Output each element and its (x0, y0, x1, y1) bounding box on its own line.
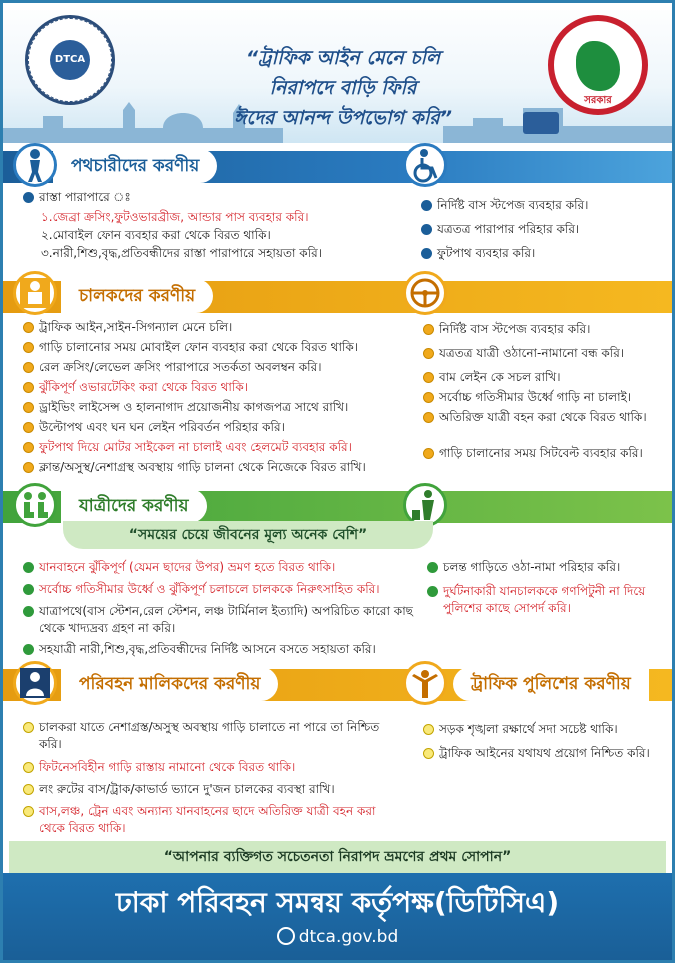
list-item: ট্রাফিক আইন,সাইন-সিগন্যাল মেনে চলি। (23, 319, 403, 336)
bangladesh-map-icon (576, 41, 620, 91)
owner-icon (13, 661, 57, 705)
driver-icon (13, 271, 57, 315)
header (3, 3, 672, 143)
wheelchair-icon (403, 143, 447, 187)
list-item: যত্রতত্র যাত্রী ওঠানো-নামানো বন্ধ করি। (423, 345, 663, 362)
passenger-section-header (3, 489, 672, 523)
list-item: চলন্ত গাড়িতে ওঠা-নামা পরিহার করি। (427, 559, 667, 576)
government-seal: সরকার (548, 15, 648, 115)
list-item: ফুটপাথ দিয়ে মোটর সাইকেল না চালাই এবং হেলমেট ব্যবহার করি। (23, 439, 413, 456)
passenger-quote: “সময়ের চেয়ে জীবনের মূল্য অনেক বেশি” (63, 521, 433, 549)
list-item: গাড়ি চালানোর সময় সিটবেল্ট ব্যবহার করি। (423, 445, 653, 462)
police-title: ট্রাফিক পুলিশের করণীয় (453, 667, 649, 701)
list-item: রাস্তা পারাপারে ঃ (23, 189, 403, 206)
list-item: লং রুটের বাস/ট্রাক/কাভার্ড ভ্যানে দু'জন চালকের ব্যবস্থা রাখি। (23, 781, 413, 798)
list-item: সড়ক শৃঙ্খলা রক্ষার্থে সদা সচেষ্ট থাকি। (423, 721, 663, 738)
list-item: ফুটপাথ ব্যবহার করি। (421, 245, 661, 262)
bullet-icon (23, 192, 34, 203)
pedestrian-icon (13, 143, 57, 187)
list-item: দুর্ঘটনাকারী যানচালককে গণপিটুনী না দিয়ে পুলিশের কাছে সোপর্দ করি। (427, 583, 662, 617)
list-item: রেল ক্রসিং/লেভেল ক্রসিং পারাপারে সতর্কতা অবলম্বন করি। (23, 359, 413, 376)
list-item: অতিরিক্ত যাত্রী বহন করা থেকে বিরত থাকি। (423, 409, 653, 426)
authority-name: ঢাকা পরিবহন সমন্বয় কর্তৃপক্ষ(ডিটিসিএ) (115, 886, 560, 919)
slogan-line-1: “ট্রাফিক আইন মেনে চলি (245, 47, 441, 69)
owner-section-header (3, 667, 672, 701)
list-item: বাস,লঞ্চ, ট্রেন এবং অন্যান্য যানবাহনের ছাদে অতিরিক্ত যাত্রী বহন করা থেকে বিরত থাকি। (23, 803, 393, 837)
steering-wheel-icon (403, 271, 447, 315)
list-item: ক্লান্ত/অসুস্থ/নেশাগ্রস্থ অবস্থায় গাড়ি চালনা থেকে নিজেকে বিরত রাখি। (23, 459, 418, 476)
list-item: ঝুঁকিপূর্ণ ওভারটেকিং করা থেকে বিরত থাকি। (23, 379, 403, 396)
list-item: ড্রাইভিং লাইসেন্স ও হালনাগাদ প্রয়োজনীয় কাগজপত্র সাথে রাখি। (23, 399, 413, 416)
dtca-logo: DTCA (25, 15, 115, 105)
traffic-police-icon (403, 661, 447, 705)
slogan-line-2: নিরাপদে বাড়ি ফিরি (269, 77, 417, 99)
list-item: উল্টোপথ এবং ঘন ঘন লেইন পরিবর্তন পরিহার করি। (23, 419, 403, 436)
slogan-line-3: ঈদের আনন্দ উপভোগ করি” (234, 107, 452, 129)
passenger-seat-icon (13, 483, 57, 527)
list-item: নির্দিষ্ট বাস স্টপেজ ব্যবহার করি। (421, 197, 661, 214)
sub-item: ৩.নারী,শিশু,বৃদ্ধ,প্রতিবন্ধীদের রাস্তা পারাপারে সহায়তা করি। (41, 246, 323, 260)
sub-item: ১.জেব্রা ক্রসিং,ফুটওভারব্রীজ, আন্ডার পাস ব্যবহার করি। (41, 210, 309, 224)
sub-item: ২.মোবাইল ফোন ব্যবহার করা থেকে বিরত থাকি। (41, 228, 271, 242)
passenger-title: যাত্রীদের করণীয় (61, 489, 207, 523)
pedestrian-section-header (3, 149, 672, 183)
list-item: সহযাত্রী নারী,শিশু,বৃদ্ধ,প্রতিবন্ধীদের নির্দিষ্ট আসনে বসতে সহায়তা করি। (23, 641, 423, 658)
globe-icon (277, 927, 295, 945)
driver-section-header (3, 279, 672, 313)
list-item: সর্বোচ্চ গতিসীমার উর্ধ্বে ও ঝুঁকিপূর্ণ চলাচলে চালককে নিরুৎসাহিত করি। (23, 581, 423, 598)
website-text: dtca.gov.bd (298, 927, 399, 947)
header-slogan (188, 43, 498, 133)
list-item: গাড়ি চালানোর সময় মোবাইল ফোন ব্যবহার করা থেকে বিরত থাকি। (23, 339, 413, 356)
list-item: ট্রাফিক আইনের যথাযথ প্রয়োগ নিশ্চিত করি। (423, 745, 653, 762)
list-item: যত্রতত্র পারাপার পরিহার করি। (421, 221, 661, 238)
owner-title: পরিবহন মালিকদের করণীয় (61, 667, 278, 701)
list-item: নির্দিষ্ট বাস স্টপেজ ব্যবহার করি। (423, 321, 663, 338)
list-item: যানবাহনে ঝুঁকিপূর্ণ (যেমন ছাদের উপর) ভ্রমণ হতে বিরত থাকি। (23, 559, 413, 576)
list-item: সর্বোচ্চ গতিসীমার উর্ধ্বে গাড়ি না চালাই। (423, 389, 663, 406)
list-item: যাত্রাপথে(বাস স্টেশন,রেল স্টেশন, লঞ্চ টার্মিনাল ইত্যাদি) অপরিচিত কারো কাছ থেকে খাদ্যদ্রব্য গ্রহণ না করি। (23, 603, 413, 637)
pedestrian-title: পথচারীদের করণীয় (53, 149, 217, 183)
website-link[interactable] (3, 925, 672, 949)
list-item: ফিটনেসবিহীন গাড়ি রাস্তায় নামানো থেকে বিরত থাকি। (23, 759, 403, 776)
list-item: বাম লেইন কে সচল রাখি। (423, 369, 663, 386)
footer-quote: “আপনার ব্যক্তিগত সচেতনতা নিরাপদ ভ্রমণের প্রথম সোপান” (9, 841, 666, 873)
list-item: চালকরা যাতে নেশাগ্রস্ত/অসুস্থ অবস্থায় গাড়ি চালাতে না পারে তা নিশ্চিত করি। (23, 719, 403, 753)
driver-title: চালকদের করণীয় (61, 279, 213, 313)
